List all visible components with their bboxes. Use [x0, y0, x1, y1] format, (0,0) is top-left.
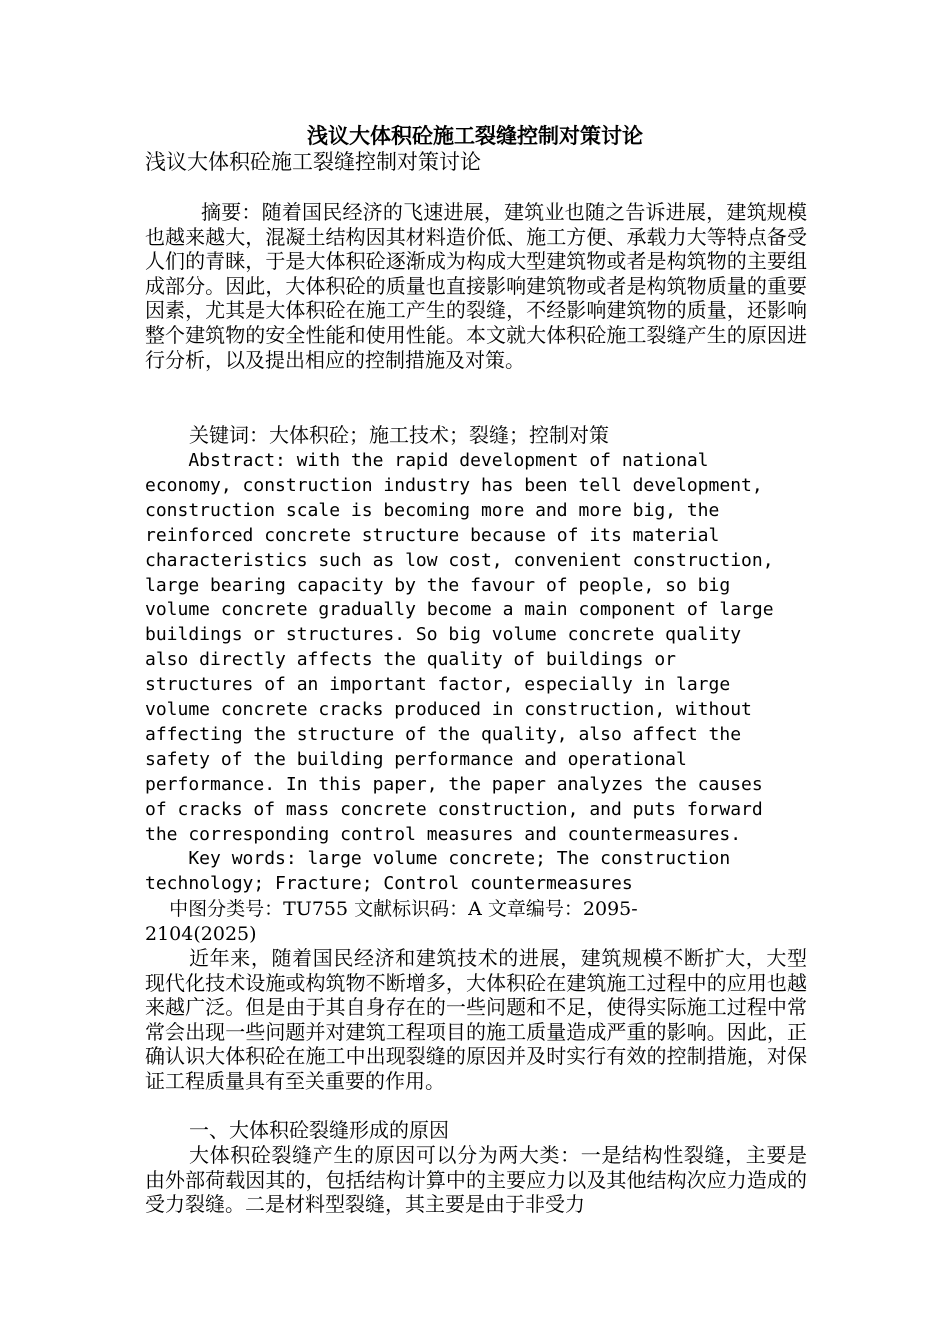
document-title: 浅议大体积砼施工裂缝控制对策讨论	[307, 123, 643, 148]
document-subtitle: 浅议大体积砼施工裂缝控制对策讨论	[145, 150, 481, 174]
section-heading-1: 一、大体积砼裂缝形成的原因	[189, 1118, 449, 1142]
classification-line: 中图分类号：TU755 文献标识码：A 文章编号：2095- 2104(2025)	[145, 898, 638, 945]
abstract-english: Abstract: with the rapid development of national economy, construction industry has been tell development, construction scale is becoming more and more big, the reinforced concrete structure because of its material characteristics such as low cost, convenient construction, large bearing capacity by the favour of people, so big volume concrete gradually become a main component of large buildings or structures. So big volume concrete quality also directly affects the quality of buildings or structures of an important factor, especially in large volume concrete cracks produced in construction, without affecting the structure of the quality, also affect the safety of the building performance and operational performance. In this paper, the paper analyzes the causes of cracks of mass concrete construction, and puts forward the corresponding control measures and countermeasures.	[145, 450, 774, 845]
keywords-chinese: 关键词：大体积砼；施工技术；裂缝；控制对策	[189, 423, 609, 447]
keywords-english: Key words: large volume concrete; The construction technology; Fracture; Control countermeasures	[145, 848, 731, 894]
abstract-chinese: 摘要：随着国民经济的飞速进展，建筑业也随之告诉进展，建筑规模也越来越大，混凝土结构因其材料造价低、施工方便、承载力大等特点备受人们的青睐，于是大体积砼逐渐成为构成大型建筑物或者是构筑物的主要组成部分。因此，大体积砼的质量也直接影响建筑物或者是构筑物质量的重要因素，尤其是大体积砼在施工产生的裂缝，不经影响建筑物的质量，还影响整个建筑物的安全性能和使用性能。本文就大体积砼施工裂缝产生的原因进行分析，以及提出相应的控制措施及对策。	[145, 200, 807, 372]
body-paragraph-causes: 大体积砼裂缝产生的原因可以分为两大类：一是结构性裂缝，主要是由外部荷载因其的，包括结构计算中的主要应力以及其他结构次应力造成的受力裂缝。二是材料型裂缝，其主要是由于非受力	[145, 1143, 807, 1217]
body-paragraph-intro: 近年来，随着国民经济和建筑技术的进展，建筑规模不断扩大，大型现代化技术设施或构筑物不断增多，大体积砼在建筑施工过程中的应用也越来越广泛。但是由于其自身存在的一些问题和不足，使得实际施工过程中常常会出现一些问题并对建筑工程项目的施工质量造成严重的影响。因此，正确认识大体积砼在施工中出现裂缝的原因并及时实行有效的控制措施，对保证工程质量具有至关重要的作用。	[145, 946, 807, 1093]
